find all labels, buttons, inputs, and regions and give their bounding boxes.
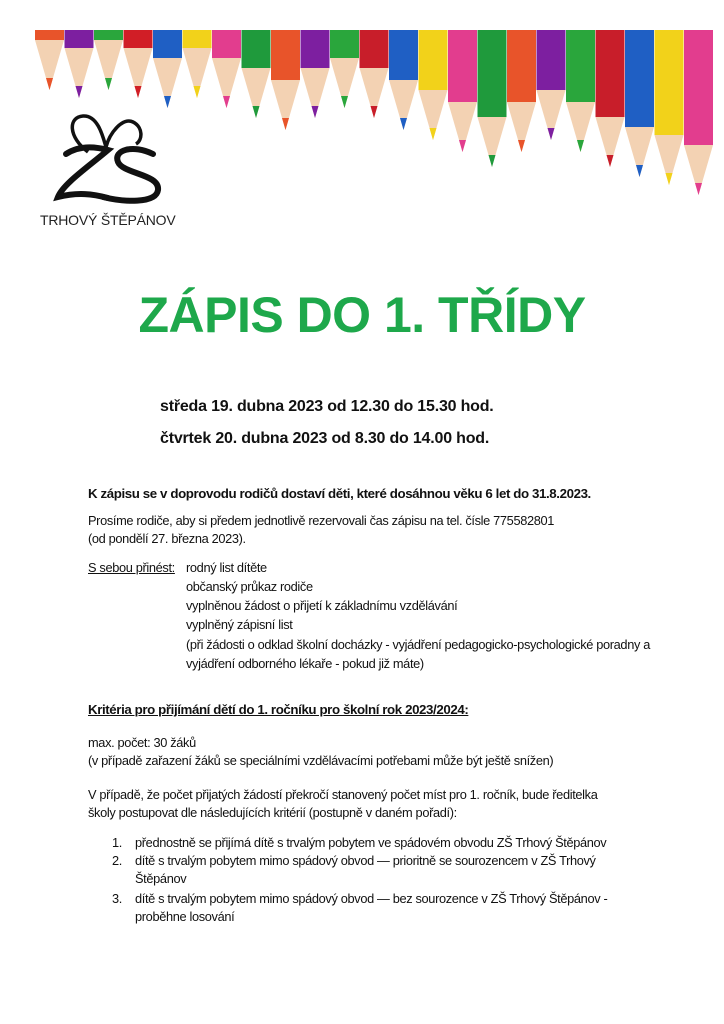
school-name: TRHOVÝ ŠTĚPÁNOV <box>40 212 176 228</box>
criteria-item: přednostně se přijímá dítě s trvalým pobytem ve spádovém obvodu ZŠ Trhový Štěpánov <box>135 835 607 850</box>
pencil-icon <box>271 30 300 130</box>
pencil-icon <box>507 30 536 152</box>
criteria-item: dítě s trvalým pobytem mimo spádový obvod — bez sourozence v ZŠ Trhový Štěpánov - <box>135 891 608 906</box>
pencil-icon <box>478 30 507 167</box>
pencil-icon <box>419 30 448 140</box>
reservation-line-1: Prosíme rodiče, aby si předem jednotlivě rezervovali čas zápisu na tel. čísle 775582801 <box>88 513 555 528</box>
date-line-1: středa 19. dubna 2023 od 12.30 do 15.30 hod. <box>160 398 494 415</box>
criteria-max-note: (v případě zařazení žáků se speciálními vzdělávacími potřebami může být ještě snížen) <box>88 753 554 768</box>
pencil-icon <box>596 30 625 167</box>
criteria-heading: Kritéria pro přijímání dětí do 1. ročníku pro školní rok 2023/2024: <box>88 702 469 717</box>
criteria-max: max. počet: 30 žáků <box>88 735 196 750</box>
page-title: ZÁPIS DO 1. TŘÍDY <box>138 287 586 343</box>
pencil-icon <box>35 30 64 90</box>
criteria-num: 3. <box>112 891 122 906</box>
intro-headline: K zápisu se v doprovodu rodičů dostaví děti, které dosáhnou věku 6 let do 31.8.2023. <box>88 486 591 501</box>
bring-item: rodný list dítěte <box>186 560 267 575</box>
pencil-icon <box>655 30 684 185</box>
pencil-icon <box>124 30 153 98</box>
reservation-line-2: (od pondělí 27. března 2023). <box>88 531 246 546</box>
pencil-icon <box>389 30 418 130</box>
criteria-num: 2. <box>112 853 122 868</box>
criteria-item-cont: Štěpánov <box>135 871 187 886</box>
pencil-icon <box>537 30 566 140</box>
pencil-icon <box>625 30 654 177</box>
pencil-icon <box>330 30 359 108</box>
criteria-para-1: V případě, že počet přijatých žádostí překročí stanovený počet míst pro 1. ročník, bude ředitelka <box>88 787 598 802</box>
date-line-2: čtvrtek 20. dubna 2023 od 8.30 do 14.00 hod. <box>160 430 490 447</box>
pencil-icon <box>360 30 389 118</box>
pencil-icon <box>242 30 271 118</box>
pencil-icon <box>684 30 713 195</box>
pencil-icon <box>448 30 477 152</box>
bring-item: vyplněný zápisní list <box>186 617 293 632</box>
pencil-icon <box>94 30 123 90</box>
bring-item: vyplněnou žádost o přijetí k základnímu vzdělávání <box>186 598 458 613</box>
school-logo <box>48 112 178 212</box>
pencil-icon <box>301 30 330 118</box>
criteria-para-2: školy postupovat dle následujících kritérií (postupně v daném pořadí): <box>88 805 457 820</box>
bring-item-note: (při žádosti o odklad školní docházky - vyjádření pedagogicko-psychologické poradny a vyjádření odborného lékaře - pokud již máte) <box>186 637 650 671</box>
bring-label: S sebou přinést: <box>88 560 175 575</box>
pencil-icon <box>153 30 182 108</box>
criteria-item: dítě s trvalým pobytem mimo spádový obvod — prioritně se sourozencem v ZŠ Trhový <box>135 853 596 868</box>
criteria-num: 1. <box>112 835 122 850</box>
pencil-icon <box>566 30 595 152</box>
criteria-item-cont: proběhne losování <box>135 909 235 924</box>
pencil-icon <box>65 30 94 98</box>
pencil-icon <box>183 30 212 98</box>
bring-item: občanský průkaz rodiče <box>186 579 313 594</box>
pencil-icon <box>212 30 241 108</box>
